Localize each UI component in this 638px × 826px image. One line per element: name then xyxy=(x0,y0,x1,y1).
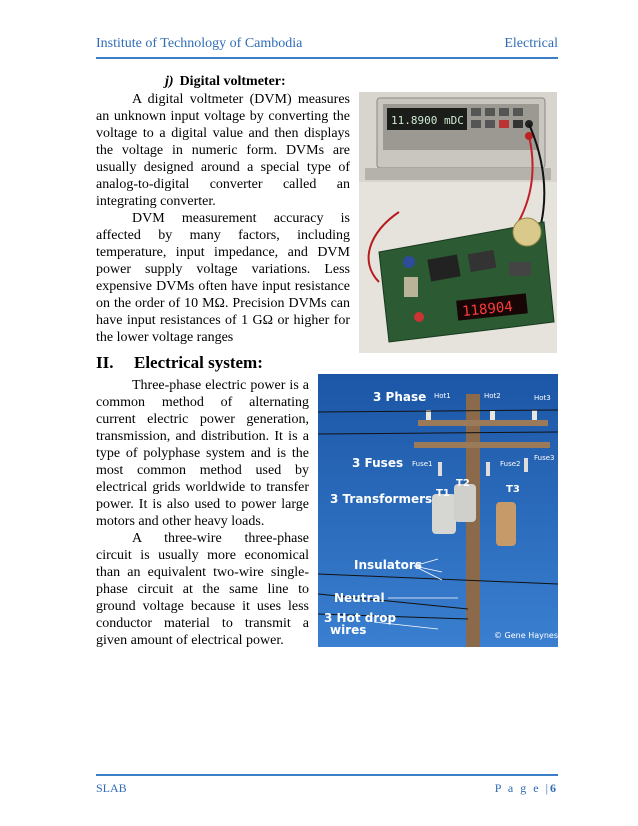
label-hot-drop: 3 Hot drop xyxy=(324,611,397,625)
label-3-phase: 3 Phase xyxy=(373,390,427,404)
subsection-marker: j) xyxy=(165,74,174,89)
label-t3: T3 xyxy=(506,484,520,495)
led-display: 118904 xyxy=(461,298,514,321)
system-text xyxy=(96,377,309,649)
label-3-fuses: 3 Fuses xyxy=(352,456,404,470)
label-t2: T2 xyxy=(456,478,470,489)
label-fuse3: Fuse3 xyxy=(534,454,555,462)
paragraph: DVM measurement accuracy is affected by many factors, including temperature, input impedance, and DVM power supply voltage variations. Less expensive DVMs often have input resistance on the order of 10 MΩ. Precision DVMs can have input resistances of 1 GΩ or higher for the lower voltage ranges xyxy=(96,211,350,345)
header-institution: Institute of Technology of Cambodia xyxy=(96,36,303,51)
header-department: Electrical xyxy=(504,36,558,51)
paragraph: A three-wire three-phase circuit is usually more economical than an equivalent two-wire single-phase circuit at the same line to ground voltage because it uses less conductor material to transmit a given amount of electrical power. xyxy=(96,531,309,648)
photo-credit: © Gene Haynes xyxy=(494,631,558,640)
dvm-photo xyxy=(359,92,557,353)
header-rule xyxy=(96,57,558,59)
label-3-transformers: 3 Transformers xyxy=(330,492,433,506)
label-hot1: Hot1 xyxy=(434,392,451,400)
utility-pole-photo xyxy=(318,374,558,647)
label-fuse1: Fuse1 xyxy=(412,460,433,468)
label-hot3: Hot3 xyxy=(534,394,551,402)
label-hot-drop-wires: wires xyxy=(330,623,367,637)
label-neutral: Neutral xyxy=(334,591,385,605)
section-heading xyxy=(96,353,263,373)
page-label: P a g e xyxy=(494,781,541,795)
paragraph: Three-phase electric power is a common method of alternating current electric power generation, transmission, and distribution. It is a type of polyphase system and is the most common method used by electrical grids worldwide to transfer power. It is also used to power large motors and other heavy loads. xyxy=(96,378,309,529)
label-fuse2: Fuse2 xyxy=(500,460,521,468)
label-hot2: Hot2 xyxy=(484,392,501,400)
page-number: 6 xyxy=(550,781,558,795)
label-t1: T1 xyxy=(436,488,450,499)
paragraph: A digital voltmeter (DVM) measures an unknown input voltage by converting the voltage to a digital value and then displays the voltage in numeric form. DVMs are usually designed around a special type of analog-to-digital converter called an integrating converter. xyxy=(96,92,350,209)
footer-label: SLAB xyxy=(96,781,127,795)
footer-rule xyxy=(96,774,558,776)
subsection-heading xyxy=(165,74,286,90)
label-insulators: Insulators xyxy=(354,558,422,572)
section-number: II. xyxy=(96,353,114,372)
meter-readout: 11.8900 mDC xyxy=(391,114,464,127)
dvm-text xyxy=(96,91,350,346)
page-number-block: P a g e |6 xyxy=(494,781,558,795)
subsection-title: Digital voltmeter: xyxy=(179,74,286,89)
section-title: Electrical system: xyxy=(134,353,263,372)
